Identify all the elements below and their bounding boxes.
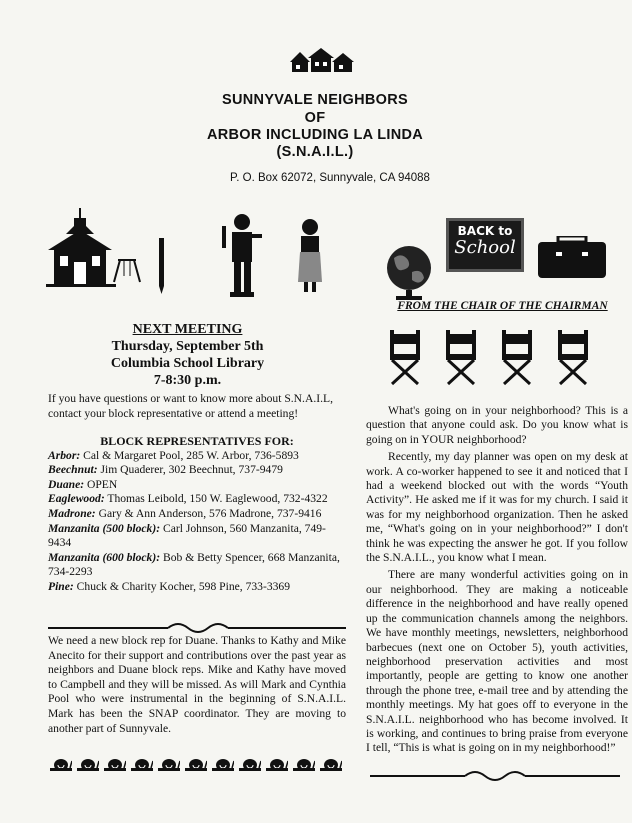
snail-icon [158,758,180,772]
sign-line-1: BACK to [457,224,513,238]
rep-info: Bob & Betty Spencer, 668 Manzanita, 734-2293 [48,550,340,579]
meeting-note: If you have questions or want to know more about S.N.A.I.L, contact your block representative or attend a meeting! [48,392,333,420]
back-to-school-sign [446,218,524,272]
rep-info: Cal & Margaret Pool, 285 W. Arbor, 736-5893 [80,448,299,462]
rep-street: Pine: [48,579,74,593]
meeting-place: Columbia School Library [110,356,265,371]
new-rep-notice: We need a new block rep for Duane. Thanks to Kathy and Mike Anecito for their support and contributions over the past year as neighbors and Duane block reps. Mike and Kathy have moved to Campbell and they will be missed. As will Mark and Cynthia Pool who were instrumental in the beginning of S.N.A.I.L. Mark has been the SNAP coordinator. They are moving to another part of Sunnyvale. [48,634,346,735]
rep-street: Manzanita (500 block): [48,521,161,535]
title-line-1: SUNNYVALE NEIGHBORS [222,92,408,108]
rep-street: Arbor: [48,448,81,462]
rep-info: Chuck & Charity Kocher, 598 Pine, 733-3369 [73,579,291,593]
director-chairs [388,330,590,386]
rep-beechnut [48,463,346,478]
director-chair-icon [388,330,422,386]
schoolhouse-icon [46,208,116,288]
lunchbox-icon [536,236,608,280]
rep-eaglewood [48,492,346,507]
rep-info: OPEN [84,477,118,491]
rep-arbor [48,449,346,464]
snail-icon [239,758,261,772]
title-line-2: OF [304,110,326,126]
mailing-address: P. O. Box 62072, Sunnyvale, CA 94088 [230,172,430,184]
snail-icon [77,758,99,772]
squiggle-divider [48,622,346,634]
meeting-date: Thursday, September 5th [111,339,264,354]
director-chair-icon [556,330,590,386]
snail-icon [185,758,207,772]
title-line-3: ARBOR INCLUDING LA LINDA [206,127,424,143]
rep-info: Jim Quaderer, 302 Beechnut, 737-9479 [97,463,283,477]
chair-paragraph-2: Recently, my day planner was open on my desk at work. A co-worker happened to see it and noticed that I had a weekend blocked out with the words “Youth Activity”. He asked me if it was for my church. I said it was for my neighborhood organization. Then he asked me, “What's going on in your neighborhood?” I don't think he was expecting the answer he got. If you follow the S.N.A.I.L., you know what I mean. [366,450,628,565]
pencil-icon [158,238,166,294]
swing-set-icon [112,258,142,284]
meeting-title: NEXT MEETING [132,322,243,337]
snail-icon [293,758,315,772]
teacher-woman-icon [294,218,326,294]
snail-icon [50,758,72,772]
rep-street: Eaglewood: [48,492,105,506]
block-reps [48,432,346,595]
snail-icon [320,758,342,772]
rep-street: Madrone: [48,506,96,520]
rep-duane [48,478,346,493]
snail-icon [266,758,288,772]
squiggle-divider-right [370,770,620,782]
meeting-time: 7-8:30 p.m. [153,373,222,388]
meeting-block [60,321,315,389]
chair-paragraph-1: What's going on in your neighborhood? This is a question that anyone could ask. Do you know what is going on in YOUR neighborhood? [366,404,628,446]
rep-street: Manzanita (600 block): [48,550,161,564]
snail-border [50,758,340,772]
snail-icon [104,758,126,772]
rep-street: Beechnut: [48,463,98,477]
chair-title: FROM THE CHAIR OF THE CHAIRMAN [397,300,608,312]
title-line-4: (S.N.A.I.L.) [276,144,354,160]
rep-manzanita-600 [48,551,346,580]
reps-title: BLOCK REPRESENTATIVES FOR: [100,434,294,448]
rep-info: Gary & Ann Anderson, 576 Madrone, 737-9416 [95,506,322,520]
snail-icon [212,758,234,772]
sign-line-2: School [454,237,516,258]
rep-street: Duane: [48,477,85,491]
chair-article [366,404,628,759]
houses-logo [288,48,358,74]
snail-icon [131,758,153,772]
chair-paragraph-3: There are many wonderful activities going on in our neighborhood. They are making a noticeable difference in the neighborhood and have really opened up the communication channels among the neighbors. We have monthly meetings, newsletters, neighborhood barbecues (next one on October 5), youth activities, neighborhood preservation activities and most importantly, people are getting to know one another through the phone tree, e-mail tree and by attending the monthly meetings. My hat goes off to everyone in the S.N.A.I.L. neighborhood who has become involved. It is working, and continues to bring praise from everyone I tell, “This is what is going on in my neighborhood!” [366,568,628,755]
director-chair-icon [500,330,534,386]
director-chair-icon [444,330,478,386]
rep-pine [48,580,346,595]
rep-madrone [48,507,346,522]
rep-manzanita-500 [48,522,346,551]
teacher-man-icon [218,212,264,298]
rep-info: Carl Johnson, 560 Manzanita, 749-9434 [48,521,326,550]
globe-icon [384,244,434,302]
rep-info: Thomas Leibold, 150 W. Eaglewood, 732-4322 [104,492,328,506]
